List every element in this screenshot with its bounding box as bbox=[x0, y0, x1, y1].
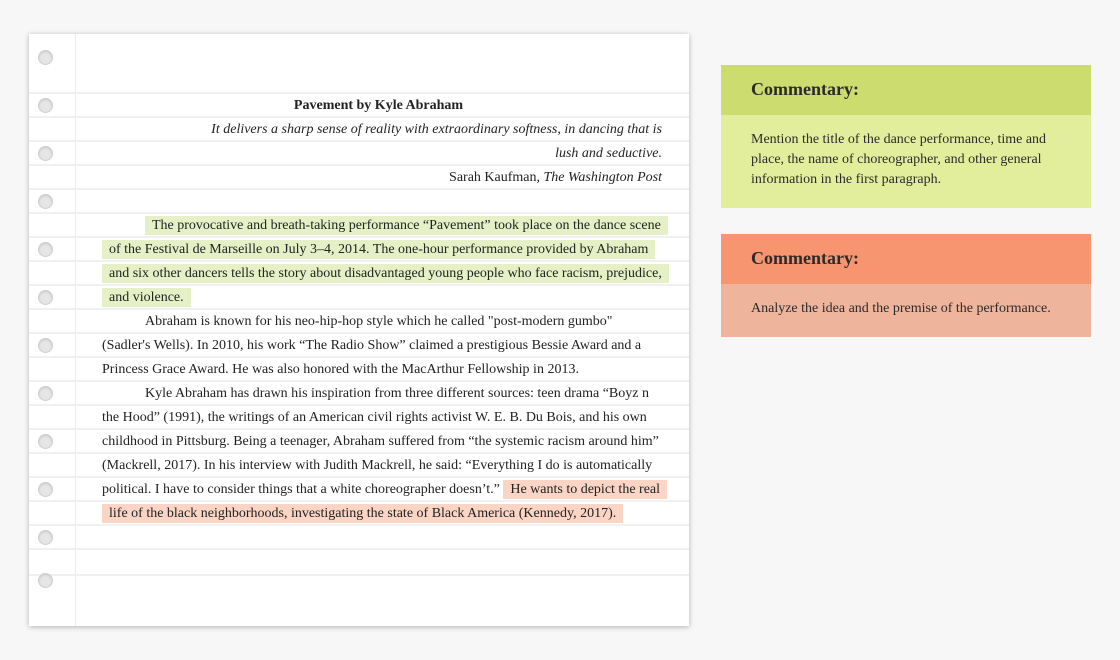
epigraph-attribution bbox=[95, 166, 662, 190]
highlighted-text-premise[interactable]: He wants to depict the real life of the black neighborhoods, investigating the state of Black America (Kennedy, 2017). bbox=[102, 480, 667, 523]
binder-hole bbox=[38, 482, 53, 497]
commentary-body: Analyze the idea and the premise of the performance. bbox=[721, 284, 1091, 337]
epigraph-quote bbox=[95, 118, 662, 166]
paragraph-text: Abraham is known for his neo-hip-hop style which he called "post-modern gumbo" (Sadler's Wells). In 2010, his work “The Radio Show” claimed a prestigious Bessie Award and a Princess Grace Award. He was also honored with the MacArthur Fellowship in 2013. bbox=[102, 314, 642, 377]
commentary-card-general-info bbox=[721, 65, 1091, 208]
binder-hole bbox=[38, 194, 53, 209]
binder-hole bbox=[38, 434, 53, 449]
binder-hole bbox=[38, 242, 53, 257]
commentary-heading: Commentary: bbox=[721, 65, 1091, 115]
binder-hole bbox=[38, 146, 53, 161]
highlighted-text-general-info[interactable]: The provocative and breath-taking performance “Pavement” took place on the dance scene of the Festival de Marseille on July 3–4, 2014. The one-hour performance provided by Abraham and six other dancers tells the story about disadvantaged young people who face racism, prejudice, and violence. bbox=[102, 216, 669, 307]
paragraph-1 bbox=[95, 214, 662, 310]
paragraph-3 bbox=[95, 382, 662, 526]
epigraph-source: The Washington Post bbox=[543, 170, 662, 185]
ruled-line bbox=[29, 548, 689, 550]
binder-hole bbox=[38, 530, 53, 545]
binder-hole bbox=[38, 386, 53, 401]
binder-hole bbox=[38, 98, 53, 113]
document-title: Pavement by Kyle Abraham bbox=[293, 98, 464, 113]
commentary-card-premise bbox=[721, 234, 1091, 337]
paragraph-text: Kyle Abraham has drawn his inspiration from three different sources: teen drama “Boyz n the Hood” (1991), the writings of an American civil rights activist W. E. B. Du Bois, and his own childhood in Pittsburg. Being a teenager, Abraham suffered from “the systemic racism around him” (Mackrell, 2017). In his interview with Judith Mackrell, he said: “Everything I do is automatically political. I have to consider things that a white choreographer doesn’t.” bbox=[102, 386, 659, 497]
blank-line bbox=[95, 190, 662, 214]
document-body bbox=[95, 94, 662, 526]
commentary-body: Mention the title of the dance performance, time and place, the name of choreographer, and other general information in the first paragraph. bbox=[721, 115, 1091, 208]
epigraph-quote-line: It delivers a sharp sense of reality with extraordinary softness, in dancing that is bbox=[211, 122, 662, 137]
binder-hole bbox=[38, 573, 53, 588]
binder-hole bbox=[38, 290, 53, 305]
binder-hole bbox=[38, 50, 53, 65]
ruled-line bbox=[29, 574, 689, 576]
binder-hole bbox=[38, 338, 53, 353]
paragraph-2 bbox=[95, 310, 662, 382]
epigraph-quote-line: lush and seductive. bbox=[555, 146, 662, 161]
margin-line bbox=[75, 34, 76, 626]
document-page bbox=[29, 34, 689, 626]
commentary-heading: Commentary: bbox=[721, 234, 1091, 284]
epigraph-author: Sarah Kaufman, bbox=[449, 170, 540, 185]
